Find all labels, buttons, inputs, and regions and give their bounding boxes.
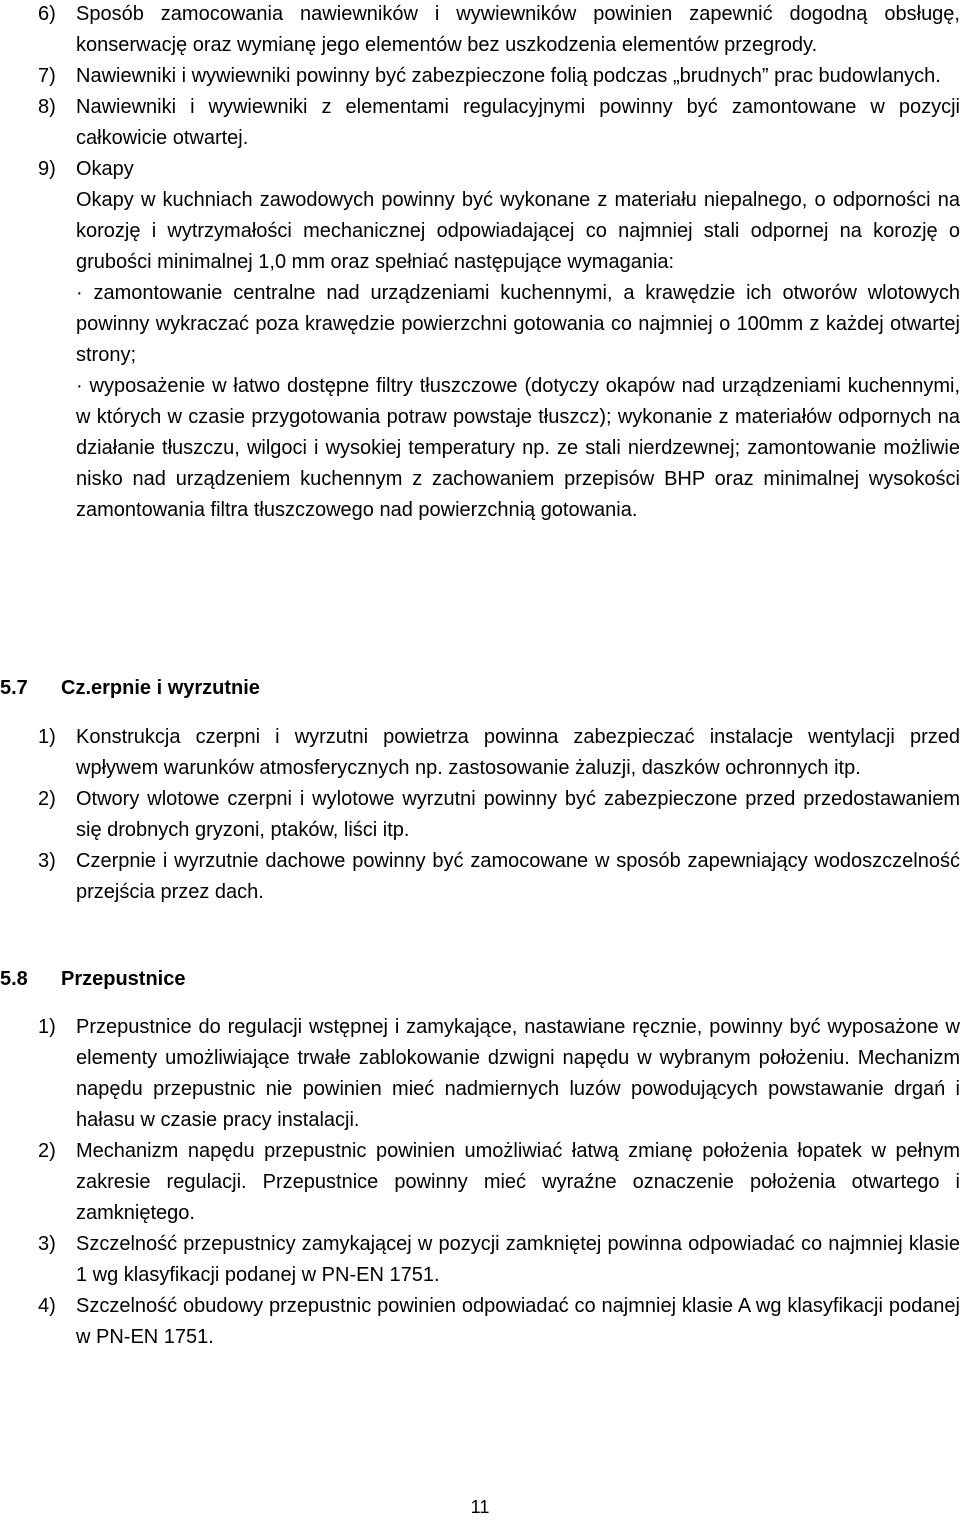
item-text: Sposób zamocowania nawiewników i wywiewników powinien zapewnić dogodną obsługę, konserwację oraz wymianę jego elementów bez uszkodzenia elementów przegrody. (76, 3, 960, 56)
list-item-7 (0, 61, 960, 92)
list-item-6 (0, 0, 960, 61)
item-text: Czerpnie i wyrzutnie dachowe powinny być zamocowane w sposób zapewniający wodoszczelność przejścia przez dach. (76, 850, 960, 903)
list-item-8 (0, 92, 960, 154)
list-top (0, 0, 960, 526)
okapy-bullet-1: · zamontowanie centralne nad urządzeniami kuchennymi, a krawędzie ich otworów wlotowych powinny wykraczać poza krawędzie powierzchni gotowania co najmniej o 100mm z każdej otwartej strony; (76, 282, 960, 366)
list-item (0, 1291, 960, 1353)
item-number: 1) (38, 726, 56, 748)
okapy-bullet-2: · wyposażenie w łatwo dostępne filtry tłuszczowe (dotyczy okapów nad urządzeniami kuchennymi, w których w czasie przygotowania potraw powstaje tłuszcz); wykonanie z materiałów odpornych na działanie tłuszczu, wilgoci i wysokiej temperatury np. ze stali nierdzewnej; zamontowanie możliwie nisko nad urządzeniem kuchennym z zachowaniem przepisów BHP oraz minimalnej wysokości zamontowania filtra tłuszczowego nad powierzchnią gotowania. (76, 375, 960, 521)
item-text: Szczelność przepustnicy zamykającej w pozycji zamkniętej powinna odpowiadać co najmniej klasie 1 wg klasyfikacji podanej w PN-EN 1751. (76, 1233, 960, 1286)
item-text: Konstrukcja czerpni i wyrzutni powietrza powinna zabezpieczać instalacje wentylacji przed wpływem warunków atmosferycznych np. zastosowanie żaluzji, daszków ochronnych itp. (76, 726, 960, 779)
section-number: 5.8 (0, 968, 28, 990)
page-number: 11 (470, 1497, 490, 1517)
item-number: 3) (38, 850, 56, 872)
item-number: 1) (38, 1016, 56, 1038)
item-number: 4) (38, 1295, 56, 1317)
item-number: 2) (38, 788, 56, 810)
section-5-7-list (0, 722, 960, 908)
item-text: Nawiewniki i wywiewniki powinny być zabezpieczone folią podczas „brudnych” prac budowlanych. (76, 65, 941, 87)
item-number: 6) (38, 3, 56, 25)
item-number: 2) (38, 1140, 56, 1162)
section-title: Przepustnice (61, 968, 186, 990)
item-number: 8) (38, 96, 56, 118)
section-title: Cz.erpnie i wyrzutnie (61, 677, 260, 699)
item-text: Mechanizm napędu przepustnic powinien umożliwiać łatwą zmianę położenia łopatek w pełnym zakresie regulacji. Przepustnice powinny mieć wyraźne oznaczenie położenia otwartego i zamkniętego. (76, 1140, 960, 1224)
list-item (0, 722, 960, 784)
list-item-9 (0, 154, 960, 185)
list-item (0, 1229, 960, 1291)
section-heading-5-8 (0, 964, 185, 995)
section-number: 5.7 (0, 677, 28, 699)
item-text: Otwory wlotowe czerpni i wylotowe wyrzutni powinny być zabezpieczone przed przedostawaniem się drobnych gryzoni, ptaków, liści itp. (76, 788, 960, 841)
item-number: 9) (38, 158, 56, 180)
section-5-8-list (0, 1012, 960, 1353)
section-heading-5-7 (0, 673, 260, 704)
okapy-paragraph: Okapy w kuchniach zawodowych powinny być wykonane z materiału niepalnego, o odporności na korozję i wytrzymałości mechanicznej odpowiadającej co najmniej stali odpornej na korozję o grubości minimalnej 1,0 mm oraz spełniać następujące wymagania: (76, 189, 960, 273)
item-number: 7) (38, 65, 56, 87)
item-text: Przepustnice do regulacji wstępnej i zamykające, nastawiane ręcznie, powinny być wyposażone w elementy umożliwiające trwałe zablokowanie dzwigni napędu w wybranym położeniu. Mechanizm napędu przepustnic nie powinien mieć nadmiernych luzów powodujących powstawanie drgań i hałasu w czasie pracy instalacji. (76, 1016, 960, 1131)
list-item (0, 846, 960, 908)
item-number: 3) (38, 1233, 56, 1255)
list-item (0, 1136, 960, 1229)
item-text: Okapy (76, 158, 134, 180)
list-item (0, 784, 960, 846)
item-text: Nawiewniki i wywiewniki z elementami regulacyjnymi powinny być zamontowane w pozycji całkowicie otwartej. (76, 96, 960, 149)
list-item (0, 1012, 960, 1136)
item-text: Szczelność obudowy przepustnic powinien odpowiadać co najmniej klasie A wg klasyfikacji podanej w PN-EN 1751. (76, 1295, 960, 1348)
